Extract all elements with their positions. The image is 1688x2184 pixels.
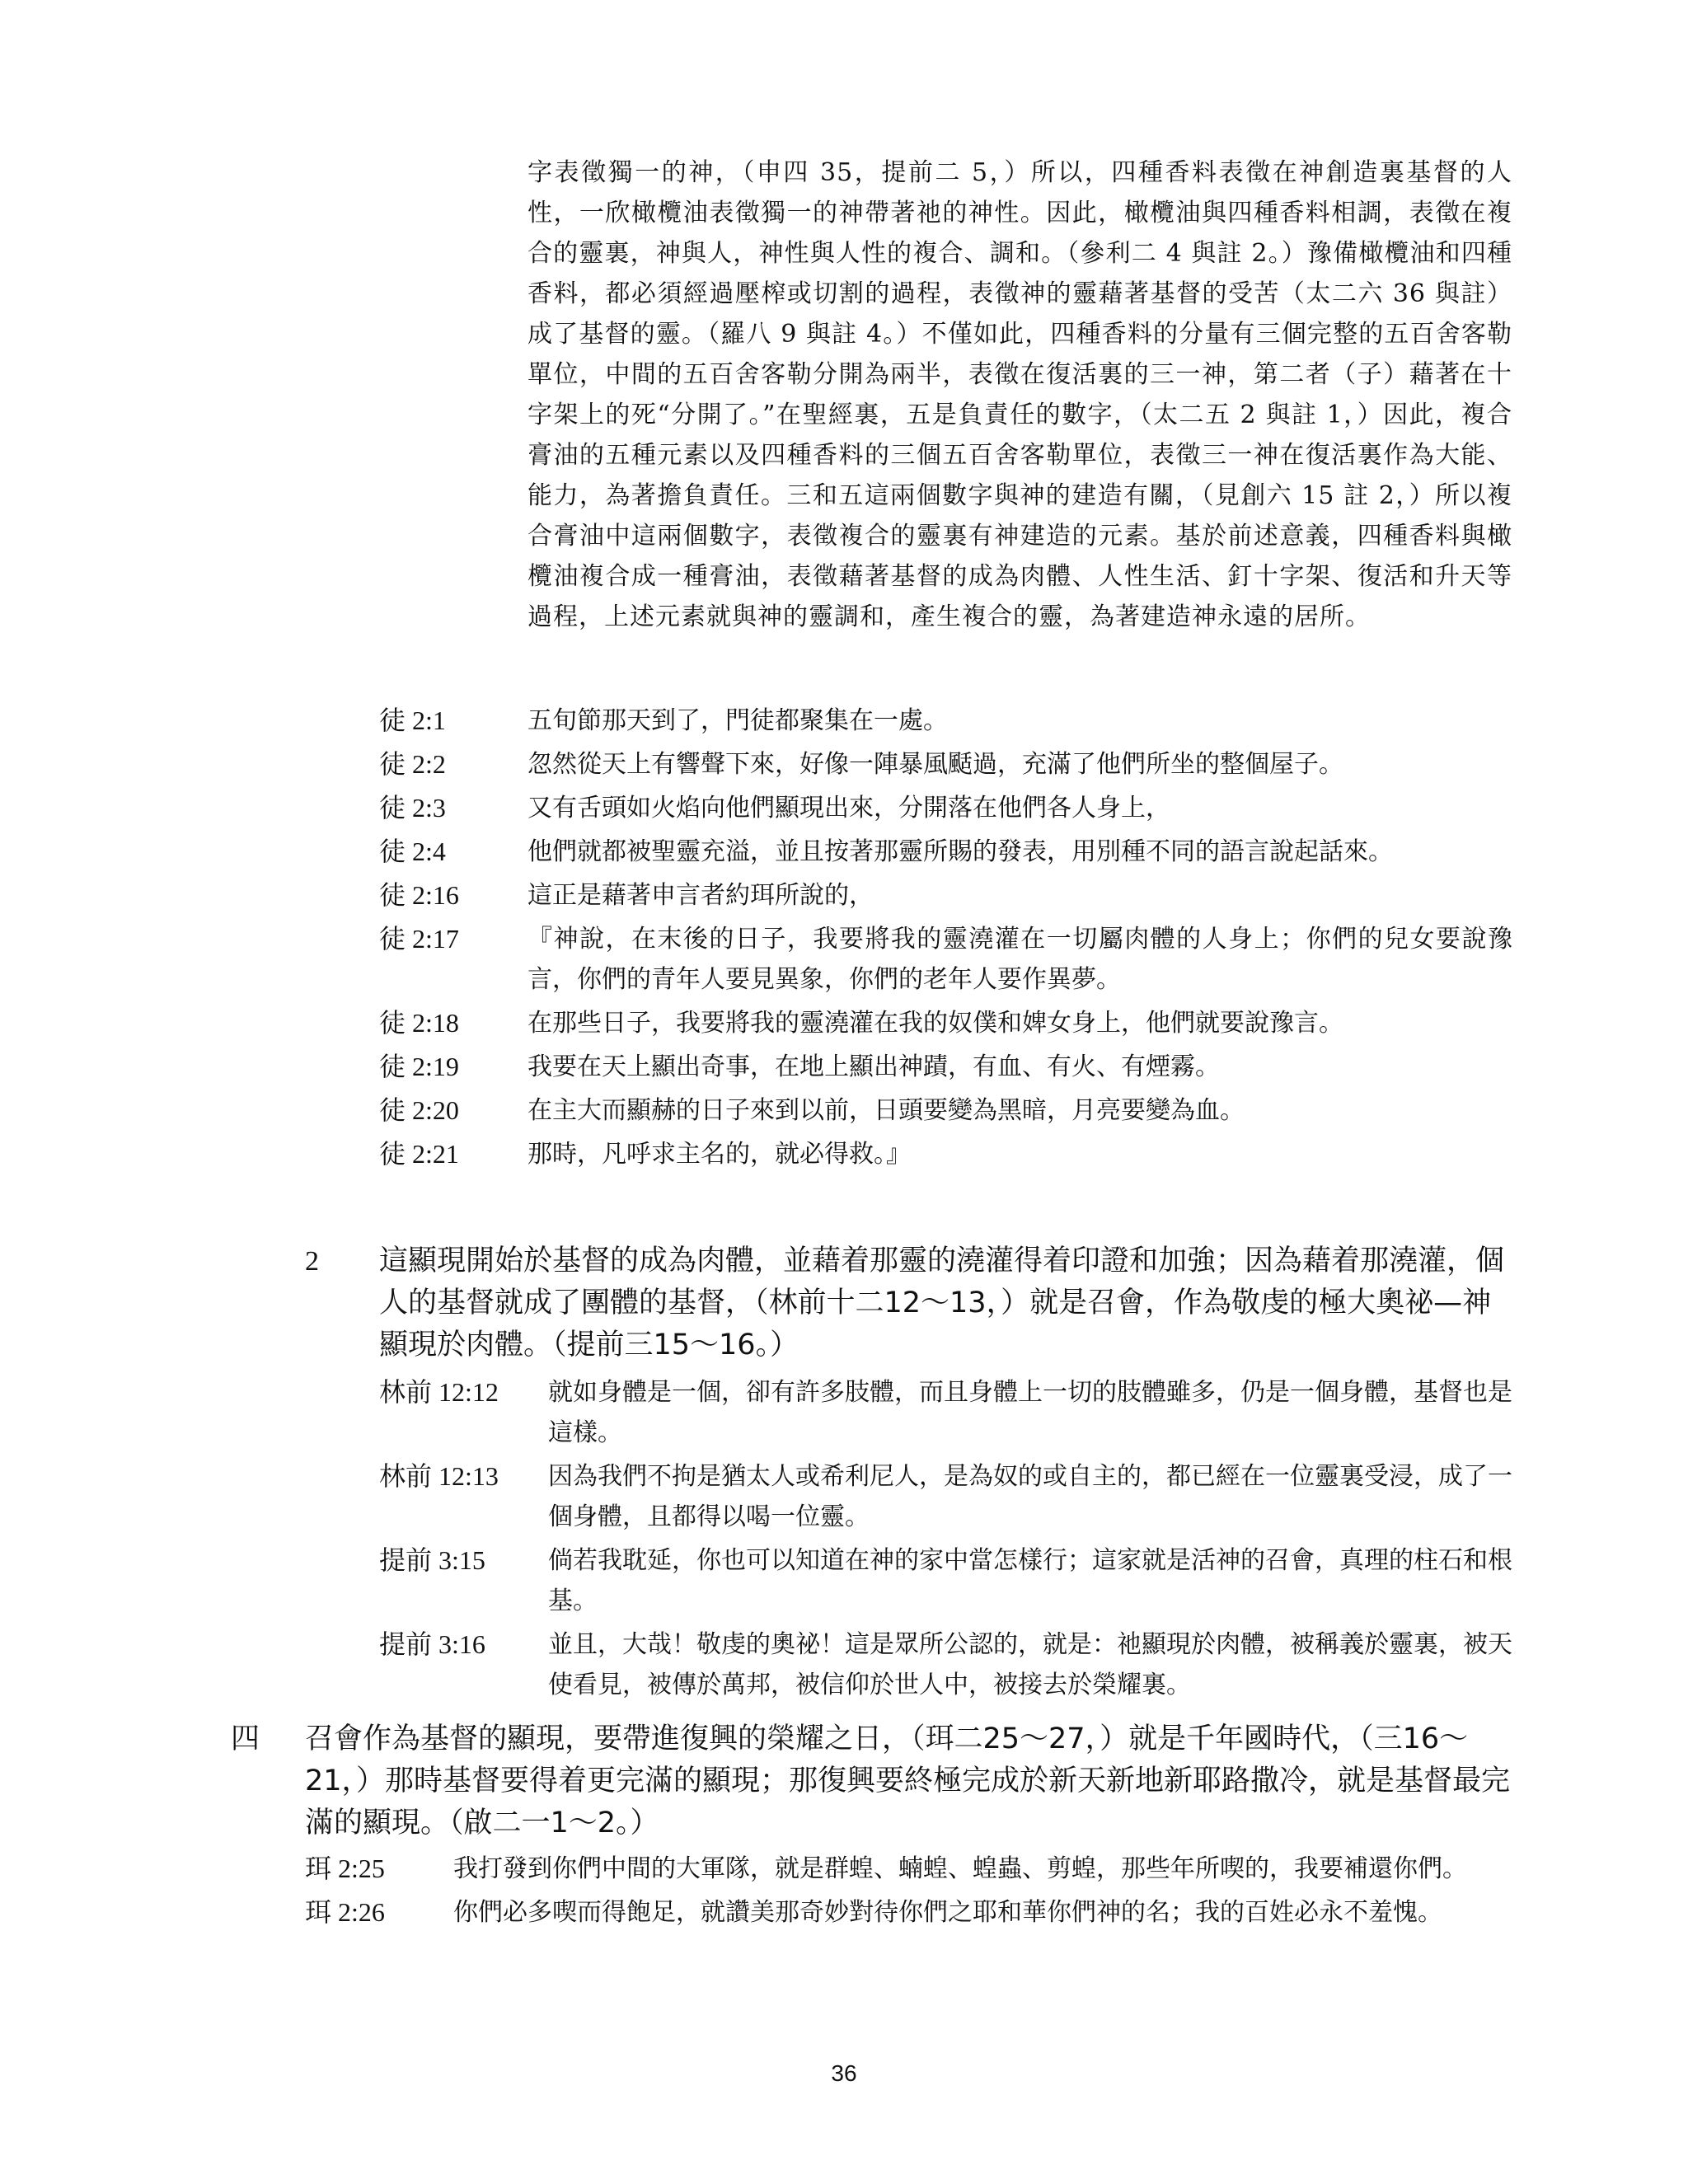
verse-reference: 提前 3:16 — [379, 1629, 485, 1659]
verse-row — [379, 1047, 1512, 1087]
verse-text: 因為我們不拘是猶太人或希利尼人，是為奴的或自主的，都已經在一位靈裏受浸，成了一個身體，且都得以喝一位靈。 — [548, 1462, 1512, 1531]
verse-text: 倘若我耽延，你也可以知道在神的家中當怎樣行；這家就是活神的召會，真理的柱石和根基。 — [548, 1546, 1512, 1615]
verse-text: 在那些日子，我要將我的靈澆灌在我的奴僕和婢女身上，他們就要說豫言。 — [528, 1009, 1343, 1038]
verse-row — [379, 1372, 1512, 1453]
point4-verse-list — [305, 1849, 1512, 1936]
verse-reference: 徒 2:4 — [379, 837, 446, 866]
verse-row — [379, 919, 1512, 1000]
acts-verse-list — [379, 701, 1512, 1178]
verse-row — [379, 744, 1512, 785]
verse-row — [305, 1849, 1512, 1889]
verse-text: 就如身體是一個，卻有許多肢體，而且身體上一切的肢體雖多，仍是一個身體，基督也是這樣。 — [548, 1378, 1512, 1447]
outline-point-text: 召會作為基督的顯現，要帶進復興的榮耀之日，（珥二25～27，）就是千年國時代，（三16～21，）那時基督要得着更完滿的顯現；那復興要終極完成於新天新地新耶路撒冷，就是基督最完滿的顯現。（啟二一1～2。） — [305, 1722, 1511, 1840]
verse-row — [379, 1134, 1512, 1174]
verse-reference: 徒 2:3 — [379, 793, 446, 823]
verse-reference: 珥 2:25 — [305, 1854, 385, 1883]
verse-text: 忽然從天上有響聲下來，好像一陣暴風颳過，充滿了他們所坐的整個屋子。 — [528, 750, 1343, 779]
verse-row — [379, 832, 1512, 872]
verse-row — [379, 1090, 1512, 1131]
outline-point-text: 這顯現開始於基督的成為肉體，並藉着那靈的澆灌得着印證和加強；因為藉着那澆灌，個人的基督就成了團體的基督，（林前十二12～13，）就是召會，作為敬虔的極大奧祕—神顯現於肉體。（提前三15～16。） — [379, 1244, 1505, 1361]
verse-text: 我要在天上顯出奇事，在地上顯出神蹟，有血、有火、有煙霧。 — [528, 1052, 1220, 1081]
verse-text: 這正是藉著申言者約珥所說的， — [528, 881, 874, 910]
verse-row — [379, 875, 1512, 916]
verse-text: 那時，凡呼求主名的，就必得救。』 — [528, 1140, 911, 1169]
verse-reference: 徒 2:2 — [379, 749, 446, 779]
verse-reference: 提前 3:15 — [379, 1545, 485, 1575]
verse-reference: 徒 2:18 — [379, 1008, 459, 1038]
verse-text: 『神說，在末後的日子，我要將我的靈澆灌在一切屬肉體的人身上；你們的兒女要說豫言，你們的青年人要見異象，你們的老年人要作異夢。 — [528, 925, 1512, 994]
verse-reference: 林前 12:13 — [379, 1461, 499, 1491]
verse-row — [379, 1003, 1512, 1043]
verse-reference: 徒 2:17 — [379, 924, 459, 954]
verse-text: 他們就都被聖靈充溢，並且按著那靈所賜的發表，用別種不同的語言說起話來。 — [528, 837, 1393, 866]
verse-row — [379, 701, 1512, 741]
outline-point-number: 2 — [305, 1246, 319, 1277]
verse-row — [379, 1540, 1512, 1621]
verse-text: 在主大而顯赫的日子來到以前，日頭要變為黑暗，月亮要變為血。 — [528, 1096, 1245, 1125]
verse-row — [379, 1624, 1512, 1705]
verse-text: 並且，大哉！敬虔的奧祕！這是眾所公認的，就是：祂顯現於肉體，被稱義於靈裏，被天使看見，被傳於萬邦，被信仰於世人中，被接去於榮耀裏。 — [548, 1630, 1512, 1699]
outline-point-number: 四 — [231, 1722, 260, 1755]
verse-reference: 徒 2:19 — [379, 1052, 459, 1081]
verse-text: 我打發到你們中間的大軍隊，就是群蝗、蝻蝗、蝗蟲、剪蝗，那些年所喫的，我要補還你們。 — [453, 1854, 1467, 1883]
outline-point-4 — [231, 1718, 1512, 1844]
verse-text: 五旬節那天到了，門徒都聚集在一處。 — [528, 706, 948, 735]
outline-point-2 — [305, 1240, 1512, 1366]
verse-text: 你們必多喫而得飽足，就讚美那奇妙對待你們之耶和華你們神的名；我的百姓必永不羞愧。 — [453, 1898, 1442, 1927]
verse-reference: 徒 2:20 — [379, 1095, 459, 1125]
verse-reference: 徒 2:16 — [379, 880, 459, 910]
verse-text: 又有舌頭如火焰向他們顯現出來，分開落在他們各人身上， — [528, 794, 1170, 823]
footnote-paragraph: 字表徵獨一的神，（申四 35，提前二 5，）所以，四種香料表徵在神創造裏基督的人性，一欣橄欖油表徵獨一的神帶著祂的神性。因此，橄欖油與四種香料相調，表徵在複合的靈裏，神與人，神性與人性的複合、調和。（參利二 4 與註 2。）豫備橄欖油和四種香料，都必須經過壓榨或切割的過程，表徵神的靈藉著基督的受苦（太二六 36 與註）成了基督的靈。（羅八 9 與註 4。）不僅如此，四種香料的分量有三個完整的五百舍客勒單位，中間的五百舍客勒分開為兩半，表徵在復活裏的三一神，第二者（子）藉著在十字架上的死“分開了。”在聖經裏，五是負責任的數字，（太二五 2 與註 1，）因此，複合膏油的五種元素以及四種香料的三個五百舍客勒單位，表徵三一神在復活裏作為大能、能力，為著擔負責任。三和五這兩個數字與神的建造有關，（見創六 15 註 2，）所以複合膏油中這兩個數字，表徵複合的靈裏有神建造的元素。基於前述意義，四種香料與橄欖油複合成一種膏油，表徵藉著基督的成為肉體、人性生活、釘十字架、復活和升天等過程，上述元素就與神的靈調和，產生複合的靈，為著建造神永遠的居所。 — [528, 158, 1512, 631]
verse-row — [379, 788, 1512, 828]
verse-reference: 徒 2:1 — [379, 705, 446, 735]
verse-row — [379, 1456, 1512, 1537]
verse-reference: 珥 2:26 — [305, 1897, 385, 1927]
page-number: 36 — [831, 2060, 857, 2086]
verse-row — [305, 1892, 1512, 1933]
point2-verse-list — [379, 1372, 1512, 1708]
verse-reference: 徒 2:21 — [379, 1139, 459, 1169]
verse-reference: 林前 12:12 — [379, 1377, 499, 1407]
